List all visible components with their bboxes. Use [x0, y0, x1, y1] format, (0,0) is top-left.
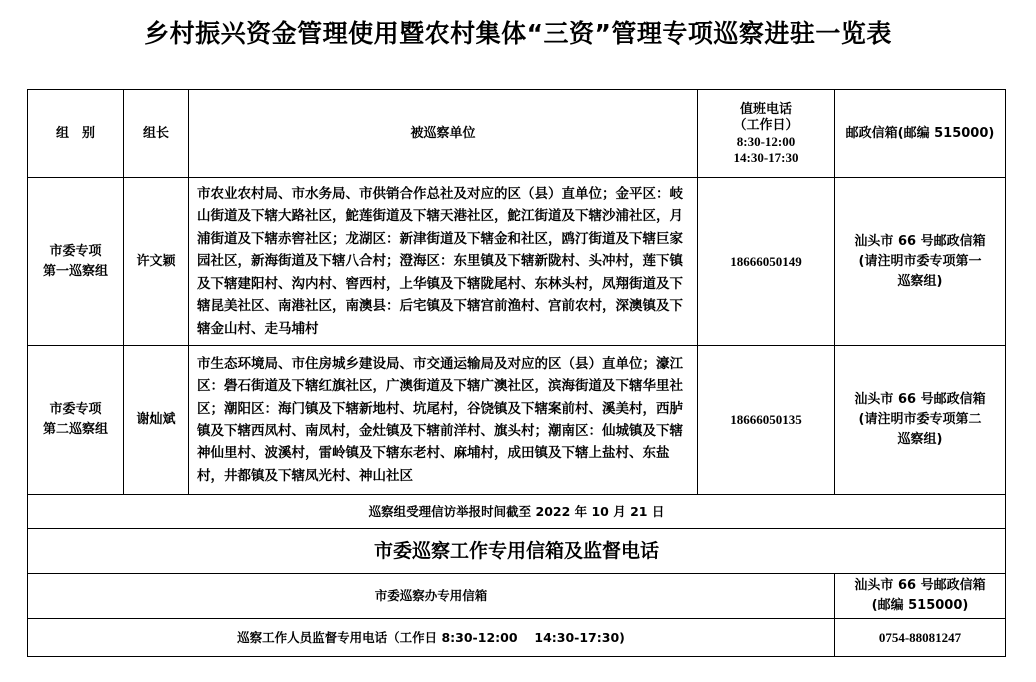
units-cell: 市生态环境局、市住房城乡建设局、市交通运输局及对应的区（县）直单位；濠江区：礐石街道及下辖红旗社区，广澳街道及下辖广澳社区，滨海街道及下辖华里社区；潮阳区：海门镇及下辖新地村、坑尾村，谷饶镇及下辖案前村、溪美村，西胪镇及下辖西凤村、南凤村，金灶镇及下辖前洋村、旗头村；潮南区：仙城镇及下辖神仙里村、波溪村，雷岭镇及下辖东老村、麻埔村，成田镇及下辖上盐村、东盐村，井都镇及下辖凤光村、神山社区 — [189, 346, 698, 495]
group-line1: 市委专项 — [49, 243, 102, 259]
leader-cell: 谢灿斌 — [124, 346, 189, 495]
header-phone-days: （工作日） — [733, 117, 799, 133]
office-mailbox-value — [835, 574, 1006, 619]
section-title: 市委巡察工作专用信箱及监督电话 — [28, 529, 1006, 574]
office-mailbox-label: 市委巡察办专用信箱 — [28, 574, 835, 619]
phone-cell: 18666050135 — [698, 346, 835, 495]
header-leader: 组长 — [124, 90, 189, 178]
office-mailbox-line1: 汕头市 66 号邮政信箱 — [854, 578, 986, 593]
mailbox-line3: 巡察组) — [897, 273, 943, 289]
header-phone-time2: 14:30-17:30 — [733, 149, 799, 165]
group-cell — [28, 178, 124, 346]
units-cell: 市农业农村局、市水务局、市供销合作总社及对应的区（县）直单位；金平区：岐山街道及下辖大路社区，鮀莲街道及下辖天港社区，鮀江街道及下辖沙浦社区，月浦街道及下辖赤窖社区；龙湖区：新津街道及下辖金和社区，鸥汀街道及下辖巨家园社区，新海街道及下辖八合村；澄海区：东里镇及下辖新陇村、头冲村，莲下镇及下辖建阳村、沟内村、窖西村，上华镇及下辖陇尾村、东林头村，凤翔街道及下辖昆美社区、南港社区，南澳县：后宅镇及下辖宫前渔村、宫前农村，深澳镇及下辖金山村、走马埔村 — [189, 178, 698, 346]
section-row — [28, 529, 1006, 574]
mailbox-line2: (请注明市委专项第一 — [858, 253, 982, 269]
phone-cell: 18666050149 — [698, 178, 835, 346]
group-line1: 市委专项 — [49, 402, 102, 417]
header-mailbox: 邮政信箱(邮编 515000) — [835, 90, 1006, 178]
mailbox-line1: 汕头市 66 号邮政信箱 — [854, 233, 986, 249]
supervision-row — [28, 619, 1006, 657]
header-phone-title: 值班电话 — [739, 101, 792, 117]
inspection-table — [27, 89, 1006, 657]
header-group: 组 别 — [28, 90, 124, 178]
mailbox-line2: (请注明市委专项第二 — [858, 412, 982, 427]
supervision-label: 巡察工作人员监督专用电话（工作日 8:30-12:00 14:30-17:30) — [28, 619, 835, 657]
header-row — [28, 90, 1006, 178]
group-cell — [28, 346, 124, 495]
deadline-row — [28, 495, 1006, 529]
table-row — [28, 346, 1006, 495]
header-phone — [698, 90, 835, 178]
office-mailbox-line2: (邮编 515000) — [871, 598, 969, 613]
table-row — [28, 178, 1006, 346]
group-line2: 第二巡察组 — [42, 422, 108, 437]
mailbox-line3: 巡察组) — [897, 432, 943, 447]
header-phone-time1: 8:30-12:00 — [736, 133, 796, 149]
office-mailbox-row — [28, 574, 1006, 619]
page-title: 乡村振兴资金管理使用暨农村集体“三资”管理专项巡察进驻一览表 — [144, 19, 892, 48]
supervision-phone: 0754-88081247 — [835, 619, 1006, 657]
mailbox-cell — [835, 178, 1006, 346]
leader-cell: 许文颖 — [124, 178, 189, 346]
deadline-note: 巡察组受理信访举报时间截至 2022 年 10 月 21 日 — [28, 495, 1006, 529]
header-units: 被巡察单位 — [189, 90, 698, 178]
mailbox-line1: 汕头市 66 号邮政信箱 — [854, 392, 986, 407]
mailbox-cell — [835, 346, 1006, 495]
group-line2: 第一巡察组 — [42, 263, 108, 279]
